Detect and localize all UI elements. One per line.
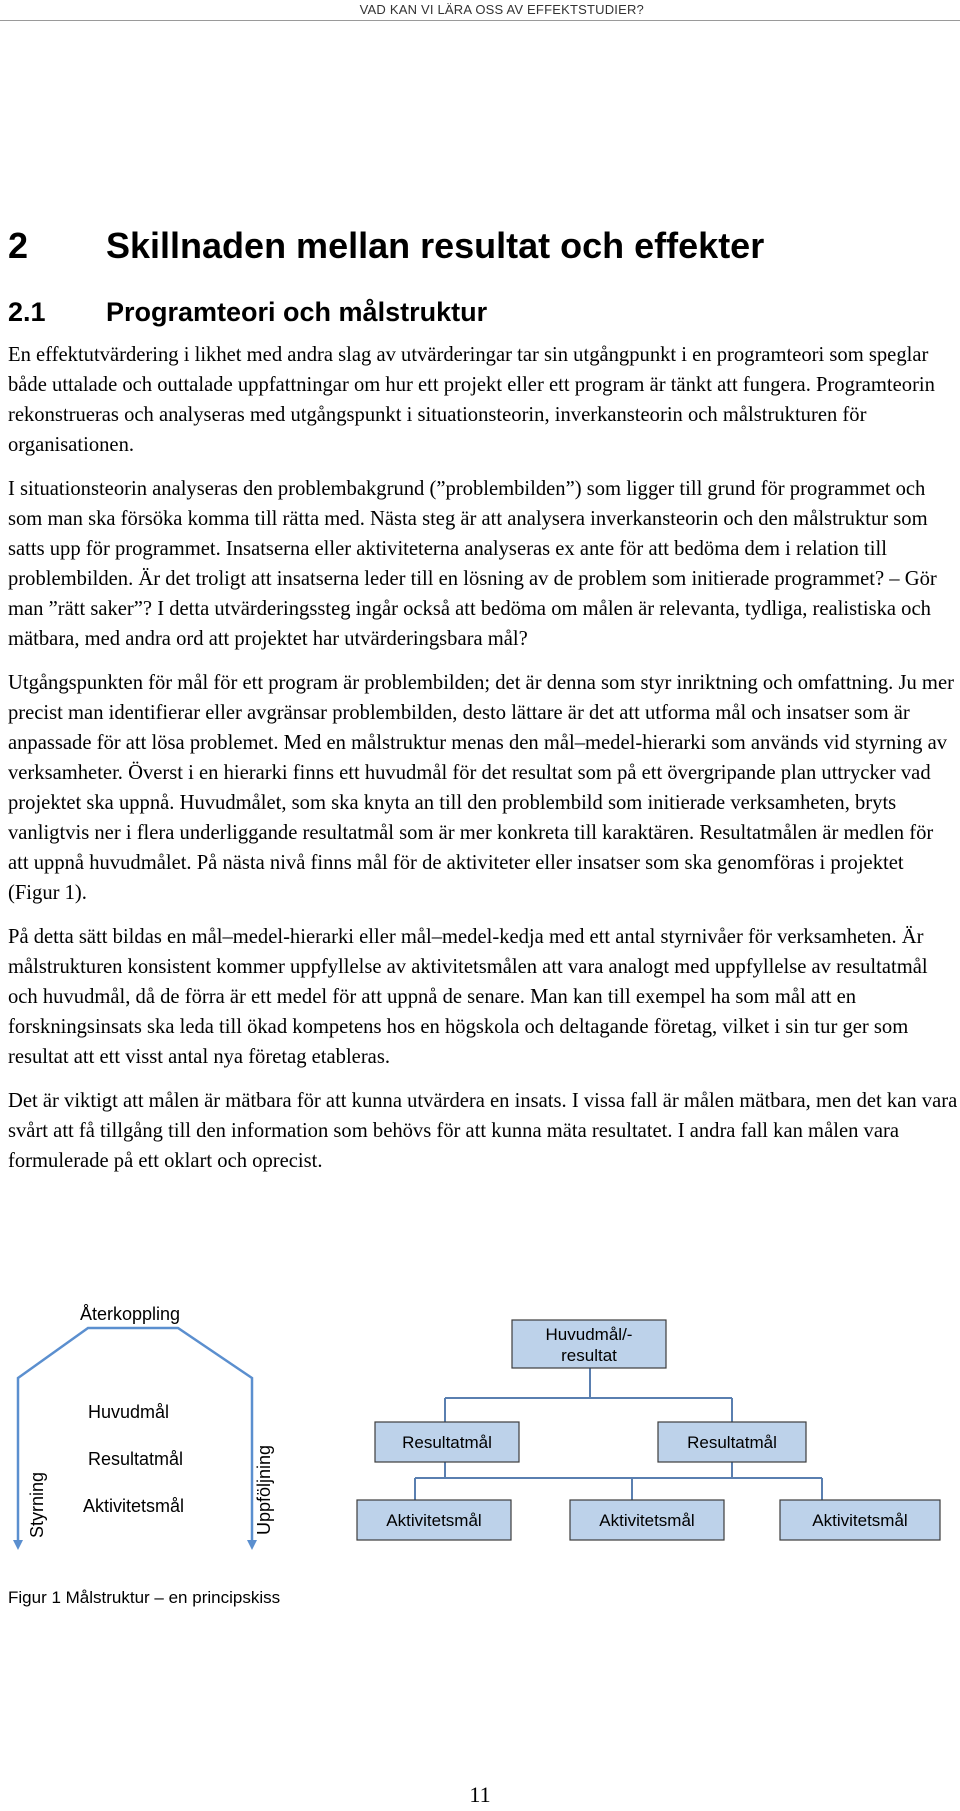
body-text xyxy=(8,340,958,1190)
running-header: VAD KAN VI LÄRA OSS AV EFFEKTSTUDIER? xyxy=(359,2,644,17)
chapter-title: Skillnaden mellan resultat och effekter xyxy=(106,225,765,266)
box-aktivitetsmal-3-label: Aktivitetsmål xyxy=(812,1511,908,1530)
box-resultatmal-left xyxy=(375,1422,519,1462)
box-aktivitetsmal-1 xyxy=(357,1500,511,1540)
paragraph-4: På detta sätt bildas en mål–medel-hierarki eller mål–medel-kedja med ett antal styrnivåer för verksamheten. Är målstrukturen konsistent kommer uppfyllelse av aktivitetsmålen att vara analogt med uppfyllelse av resultatmål och huvudmål, då de förra är ett medel för att uppnå de senare. Man kan till exempel ha som mål att en forskningsinsats ska leda till ökad kompetens hos en högskola och deltagande företag, vilket i sin tur ger som resultat att ett visst antal nya företag etableras. xyxy=(8,926,928,1068)
followup-label: Uppföljning xyxy=(254,1444,274,1536)
box-top-line-2: resultat xyxy=(561,1346,617,1365)
chapter-heading xyxy=(8,225,764,267)
paragraph-3: Utgångspunkten för mål för ett program är problembilden; det är denna som styr inriktning och omfattning. Ju mer precist man identifierar eller avgränsar problembilden, desto lättare är det att utforma mål och insatser som är anpassade för att lösa problemet. Med en målstruktur menas den mål–medel-hierarki som används vid styrning av verksamheter. Överst i en hierarki finns ett huvudmål för det resultat som på ett övergripande plan uttrycker vad projektet ska uppnå. Huvudmålet, som ska knyta an till den problembild som initierade verksamheten, bryts vanligtvis ner i flera underliggande resultatmål som är mer konkreta till karaktären. Resultatmålen är medlen för att uppnå huvudmålet. På nästa nivå finns mål för de aktiviteter eller insatser som ska genomföras i projektet (Figur 1). xyxy=(8,672,954,904)
box-resultatmal-right xyxy=(658,1422,806,1462)
box-huvudmal-resultat xyxy=(512,1320,666,1368)
goal-structure-diagram xyxy=(0,1300,960,1560)
chapter-number: 2 xyxy=(8,225,29,266)
steering-label: Styrning xyxy=(27,1471,47,1539)
paragraph-1: En effektutvärdering i likhet med andra slag av utvärderingar tar sin utgångpunkt i en programteori som speglar både uttalade och outtalade uppfattningar om hur ett projekt eller ett program är tänkt att fungera. Programteorin rekonstrueras och analyseras med utgångspunkt i situationsteorin, inverkansteorin och målstrukturen för organisationen. xyxy=(8,344,935,456)
figure-1 xyxy=(0,1300,960,1560)
feedback-label: Återkoppling xyxy=(80,1304,181,1324)
level-aktivitetsmal: Aktivitetsmål xyxy=(83,1496,185,1516)
box-resultatmal-right-label: Resultatmål xyxy=(687,1433,777,1452)
box-top-line-1: Huvudmål/- xyxy=(545,1325,633,1344)
box-aktivitetsmal-3 xyxy=(780,1500,940,1540)
box-resultatmal-left-label: Resultatmål xyxy=(402,1433,492,1452)
section-heading xyxy=(8,297,487,328)
box-aktivitetsmal-1-label: Aktivitetsmål xyxy=(386,1511,482,1530)
paragraph-2: I situationsteorin analyseras den problembakgrund (”problembilden”) som ligger till grund för programmet och som man ska försöka komma till rätta med. Nästa steg är att analysera inverkansteorin och den målstruktur som satts upp för programmet. Insatserna eller aktiviteterna analyseras ex ante för att bedöma dem i relation till problembilden. Är det troligt att insatserna leder till en lösning av de problem som initierade programmet? – Gör man ”rätt saker”? I detta utvärderingssteg ingår också att bedöma om målen är relevanta, tydliga, realistiska och mätbara, med andra ord att projektet har utvärderingsbara mål? xyxy=(8,478,937,650)
page-number: 11 xyxy=(469,1782,491,1807)
section-title: Programteori och målstruktur xyxy=(106,297,488,327)
paragraph-5: Det är viktigt att målen är mätbara för att kunna utvärdera en insats. I vissa fall är målen mätbara, men det kan vara svårt att få tillgång till den information som behövs för att kunna mäta resultatet. I andra fall kan målen vara formulerade på ett oklart och oprecist. xyxy=(8,1090,958,1172)
box-aktivitetsmal-2-label: Aktivitetsmål xyxy=(599,1511,695,1530)
level-huvudmal: Huvudmål xyxy=(88,1402,170,1422)
section-number: 2.1 xyxy=(8,297,46,327)
box-aktivitetsmal-2 xyxy=(570,1500,724,1540)
header-rule xyxy=(0,20,960,21)
level-resultatmal: Resultatmål xyxy=(88,1449,184,1469)
figure-caption: Figur 1 Målstruktur – en principskiss xyxy=(8,1588,281,1607)
